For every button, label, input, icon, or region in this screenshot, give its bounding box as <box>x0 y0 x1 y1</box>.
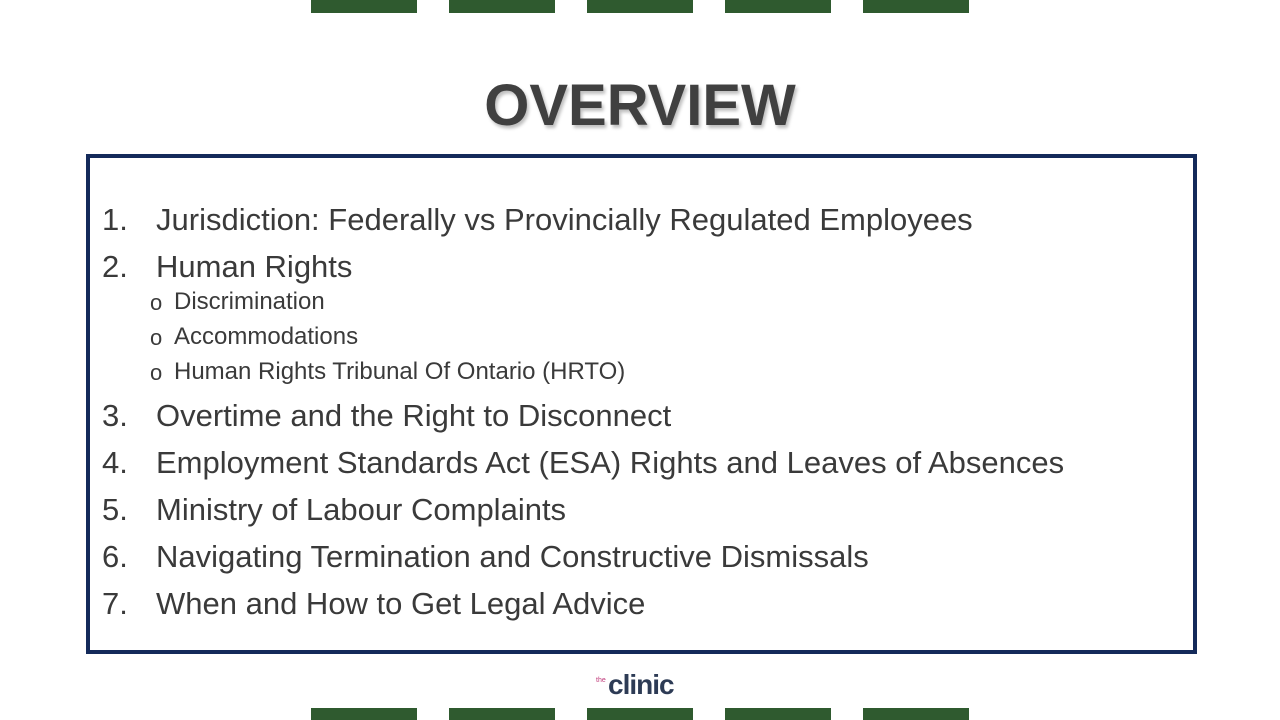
clinic-logo <box>596 668 692 702</box>
item-number: 7. <box>102 586 128 621</box>
item-number: 2. <box>102 249 128 284</box>
bottom-accent-bar-3 <box>587 708 693 720</box>
bottom-accent-bar-2 <box>449 708 555 720</box>
top-accent-bar-5 <box>863 0 969 13</box>
item-number: 6. <box>102 539 128 574</box>
item-text: Jurisdiction: Federally vs Provincially Regulated Employees <box>156 202 973 237</box>
item-number: 5. <box>102 492 128 527</box>
item-text: Overtime and the Right to Disconnect <box>156 398 672 433</box>
item-number: 4. <box>102 445 128 480</box>
logo-wordmark: clinic <box>608 669 674 700</box>
subitem-text: Accommodations <box>174 323 359 350</box>
subitem-text: Discrimination <box>174 288 325 315</box>
slide-title: OVERVIEW <box>484 73 796 138</box>
item-text: Navigating Termination and Constructive Dismissals <box>156 539 869 574</box>
top-accent-bar-4 <box>725 0 831 13</box>
bullet-icon: o <box>150 360 163 385</box>
item-text: Employment Standards Act (ESA) Rights and Leaves of Absences <box>156 445 1065 480</box>
item-text: When and How to Get Legal Advice <box>156 586 646 621</box>
logo-prefix: the <box>596 677 606 684</box>
bottom-accent-bar-1 <box>311 708 417 720</box>
item-text: Ministry of Labour Complaints <box>156 492 567 527</box>
top-accent-bar-3 <box>587 0 693 13</box>
bottom-accent-bar-5 <box>863 708 969 720</box>
outline-box <box>86 154 1197 654</box>
top-accent-bar-1 <box>311 0 417 13</box>
subitem-text: Human Rights Tribunal Of Ontario (HRTO) <box>174 358 626 385</box>
bottom-accent-bar-4 <box>725 708 831 720</box>
item-text: Human Rights <box>156 249 353 284</box>
bullet-icon: o <box>150 325 163 350</box>
item-number: 3. <box>102 398 128 433</box>
bullet-icon: o <box>150 290 163 315</box>
top-accent-bar-2 <box>449 0 555 13</box>
item-number: 1. <box>102 202 128 237</box>
